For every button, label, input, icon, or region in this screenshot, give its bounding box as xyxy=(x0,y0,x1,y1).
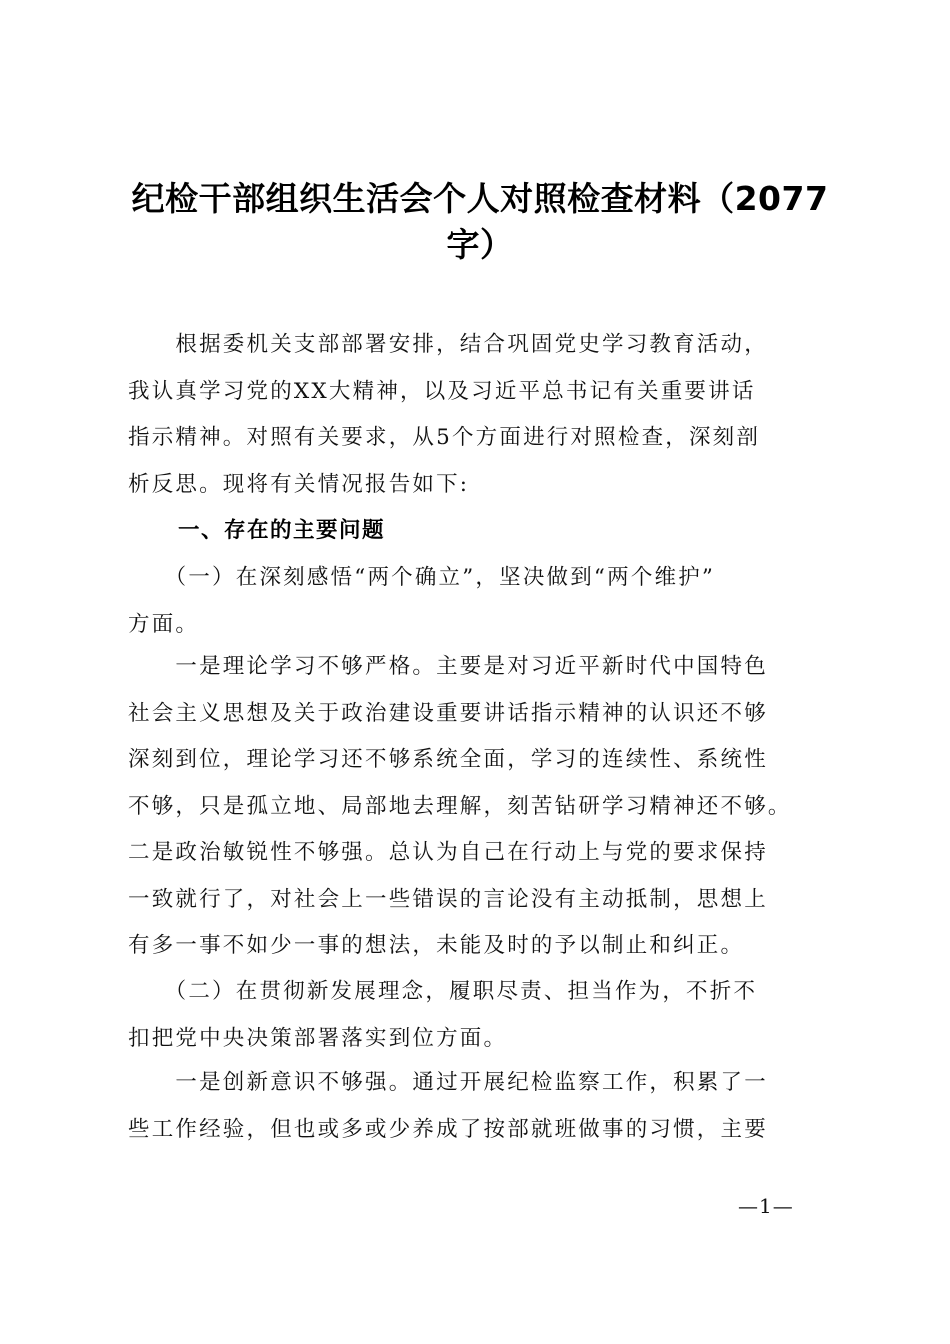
subsection-2-body xyxy=(128,1060,834,1153)
text-line: 一是创新意识不够强。通过开展纪检监察工作，积累了一 xyxy=(128,1070,768,1095)
text-line: 方面。 xyxy=(128,611,200,637)
text-line: 有多一事不如少一事的想法，未能及时的予以制止和纠正。 xyxy=(128,933,745,958)
title-line-2: 字） xyxy=(446,225,514,264)
text-line: 些工作经验，但也或多或少养成了按部就班做事的习惯，主要 xyxy=(128,1116,768,1142)
text-line: 一致就行了，对社会上一些错误的言论没有主动抵制，思想上 xyxy=(128,886,768,912)
page-number: —1— xyxy=(738,1194,794,1218)
text-line: （二）在贯彻新发展理念，履职尽责、担当作为，不折不 xyxy=(128,979,758,1004)
text-line: 一是理论学习不够严格。主要是对习近平新时代中国特色 xyxy=(128,654,768,679)
text-line: 指示精神。对照有关要求，从5个方面进行对照检查，深刻剖 xyxy=(128,425,761,450)
text-line: 二是政治敏锐性不够强。总认为自己在行动上与党的要求保持 xyxy=(128,840,768,865)
text-line: 深刻到位，理论学习还不够系统全面，学习的连续性、系统性 xyxy=(128,747,768,772)
intro-paragraph xyxy=(128,322,834,508)
subsection-heading-1 xyxy=(128,555,834,648)
text-line: 不够，只是孤立地、局部地去理解，刻苦钻研学习精神还不够。 xyxy=(128,793,792,819)
title-line-1: 纪检干部组织生活会个人对照检查材料（2077 xyxy=(131,179,829,218)
text-line: 根据委机关支部部署安排，结合巩固党史学习教育活动， xyxy=(128,332,768,357)
document-title xyxy=(120,176,840,268)
text-line: 我认真学习党的XX大精神，以及习近平总书记有关重要讲话 xyxy=(128,378,756,404)
text-line: 扣把党中央决策部署落实到位方面。 xyxy=(128,1025,508,1051)
section-heading: 一、存在的主要问题 xyxy=(178,518,386,543)
text-line: 析反思。现将有关情况报告如下: xyxy=(128,471,470,497)
text-line: 社会主义思想及关于政治建设重要讲话指示精神的认识还不够 xyxy=(128,700,768,726)
subsection-1-body xyxy=(128,644,834,970)
text-line: （一）在深刻感悟“两个确立”，坚决做到“两个维护” xyxy=(128,565,716,590)
subsection-heading-2 xyxy=(128,969,834,1062)
